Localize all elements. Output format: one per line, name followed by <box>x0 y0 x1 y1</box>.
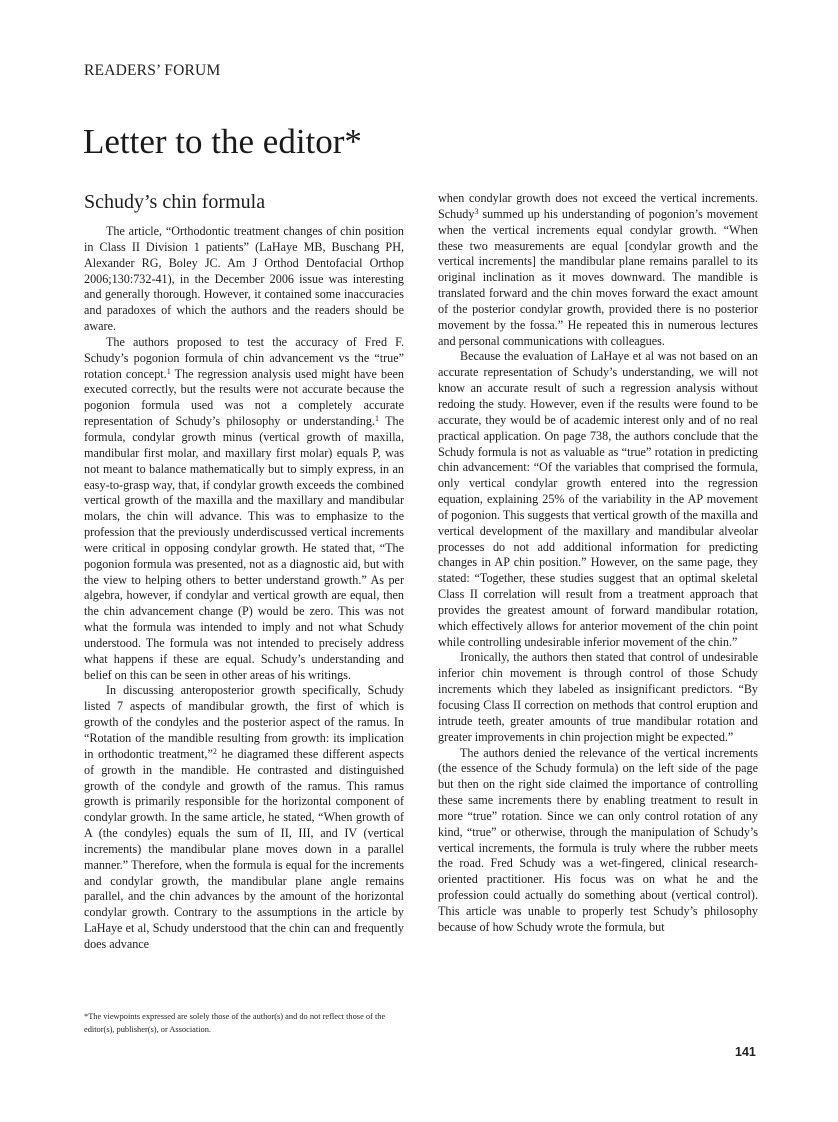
paragraph-text: he diagramed these different aspects of growth in the mandible. He contrasted and distinguished growth of the condyle and growth of the ramus. This ramus growth is primarily responsible for the horizontal component of condylar growth. In the same article, he stated, “When growth of A (the condyles) equals the sum of II, III, and IV (vertical increments) the mandibular plane moves down in a parallel manner.” Therefore, when the formula is equal for the increments and condylar growth, the mandibular plane angle remains parallel, and the chin advances by the amount of the horizontal condylar growth. Contrary to the assumptions in the article by LaHaye et al, Schudy understood that the chin can and frequently does advance <box>84 746 404 951</box>
paragraph-5 <box>438 349 758 650</box>
reference-superscript: 1 <box>166 366 171 376</box>
page-title: Letter to the editor* <box>83 122 362 161</box>
paragraph-6 <box>438 650 758 745</box>
paragraph-text: The article, “Orthodontic treatment changes of chin position in Class II Division 1 patients” (LaHaye MB, Buschang PH, Alexander RG, Boley JC. Am J Orthod Dentofacial Orthop 2006;130:732-41), in the December 2006 issue was interesting and generally thorough. However, it contained some inaccuracies and paradoxes of which the authors and the readers should be aware. <box>84 224 404 334</box>
footnote: *The viewpoints expressed are solely those of the author(s) and do not reflect those of the editor(s), publisher(s), or Association. <box>84 1012 386 1034</box>
paragraph-4 <box>438 191 758 349</box>
paragraph-text: The authors denied the relevance of the vertical increments (the essence of the Schudy formula) on the left side of the page but then on the right side claimed the importance of controlling these same increments there by enabling treatment to result in more “true” rotation. Since we can only control rotation of any kind, “true” or otherwise, through the manipulation of Schudy’s vertical increments, the formula is truly where the rubber meets the road. Fred Schudy was a wet-fingered, clinical research-oriented practitioner. His focus was on what he and the profession could actually do something about (vertical control). This article was unable to properly test Schudy’s philosophy because of how Schudy wrote the formula, but <box>438 745 758 934</box>
paragraph-3 <box>84 683 404 952</box>
left-column <box>84 190 404 953</box>
paragraph-7 <box>438 746 758 936</box>
page-number: 141 <box>735 1045 756 1059</box>
article-subtitle: Schudy’s chin formula <box>84 191 266 213</box>
paragraph-text: The formula, condylar growth minus (vertical growth of maxilla, mandibular first molar, and maxillary first molar) equals P, was not meant to balance mathematically but to simply express, in an easy-to-grasp way, that, if condylar growth exceeds the combined vertical growth of the maxilla and the maxillary and mandibular molars, the chin will advance. This was to emphasize to the profession that the previously underdiscussed vertical increments were critical in opposing condylar growth. He stated that, “The pogonion formula was presented, not as a diagnostic aid, but with the view to helping others to better understand growth.” As per algebra, however, if condylar and vertical growth are equal, then the chin advancement change (P) would be zero. This was not what the formula was intended to imply and not what Schudy understood. The formula was not intended to precisely address what happens if these are equal. Schudy’s understanding and belief on this can be seen in other areas of his writings. <box>84 414 404 682</box>
paragraph-text: Because the evaluation of LaHaye et al was not based on an accurate representation of Schudy’s understanding, we will not know an accurate result of such a regression analysis without redoing the study. However, even if the results were found to be accurate, they would be of academic interest only and of no real practical application. On page 738, the authors conclude that the Schudy formula is not as valuable as “true” rotation in predicting chin advancement: “Of the variables that comprised the formula, only vertical condylar growth entered into the regression equation, explaining 25% of the variability in the AP movement of pogonion. This suggests that vertical growth of the maxilla and vertical development of the maxillary and mandibular alveolar processes do not add additional information for predicting changes in AP chin position.” However, on the same page, they stated: “Together, these studies suggest that an optimal skeletal Class II correlation will result from a treatment approach that provides the greatest amount of forward mandibular rotation, which effectively allows for anterior movement of the chin point while controlling undesirable inferior movement of the chin.” <box>438 349 758 649</box>
right-column <box>438 191 758 936</box>
paragraph-1 <box>84 224 404 335</box>
paragraph-text: summed up his understanding of pogonion’s movement when the vertical increments equal condylar growth. “When these two measurements are equal [condylar growth and the vertical increments] the mandibular plane remains parallel to its original inclination as it moves downward. The mandible is translated forward and the chin moves forward the exact amount of the posterior condylar growth, provided there is no posterior movement by the fossa.” He repeated this in numerous lectures and personal communications with colleagues. <box>438 206 758 348</box>
paragraph-text: Ironically, the authors then stated that control of undesirable inferior chin movement is through control of those Schudy increments which they labeled as insignificant predictors. “By focusing Class II correction on methods that control eruption and intrude teeth, greater amounts of true mandibular rotation and greater improvements in chin projection might be expected.” <box>438 650 758 744</box>
paragraph-text: In discussing anteroposterior growth specifically, Schudy listed 7 aspects of mandibular growth, the first of which is growth of the condyles and the posterior aspect of the ramus. In “Rotation of the mandible resulting from growth: its implication in orthodontic treatment,” <box>84 683 404 761</box>
paragraph-text: when condylar growth does not exceed the vertical increments. Schudy <box>438 191 758 221</box>
paragraph-2 <box>84 335 404 684</box>
section-label: READERS’ FORUM <box>84 62 221 79</box>
reference-superscript: 1 <box>375 414 379 424</box>
reference-superscript: 3 <box>474 206 479 216</box>
paragraph-text: The authors proposed to test the accuracy of Fred F. Schudy’s pogonion formula of chin advancement vs the “true” rotation concept. <box>84 334 404 381</box>
paragraph-text: The regression analysis used might have been executed correctly, but the results were not accurate because the pogonion formula used was not a completely accurate representation of Schudy’s philosophy or understanding. <box>84 366 404 429</box>
reference-superscript: 2 <box>212 746 217 756</box>
